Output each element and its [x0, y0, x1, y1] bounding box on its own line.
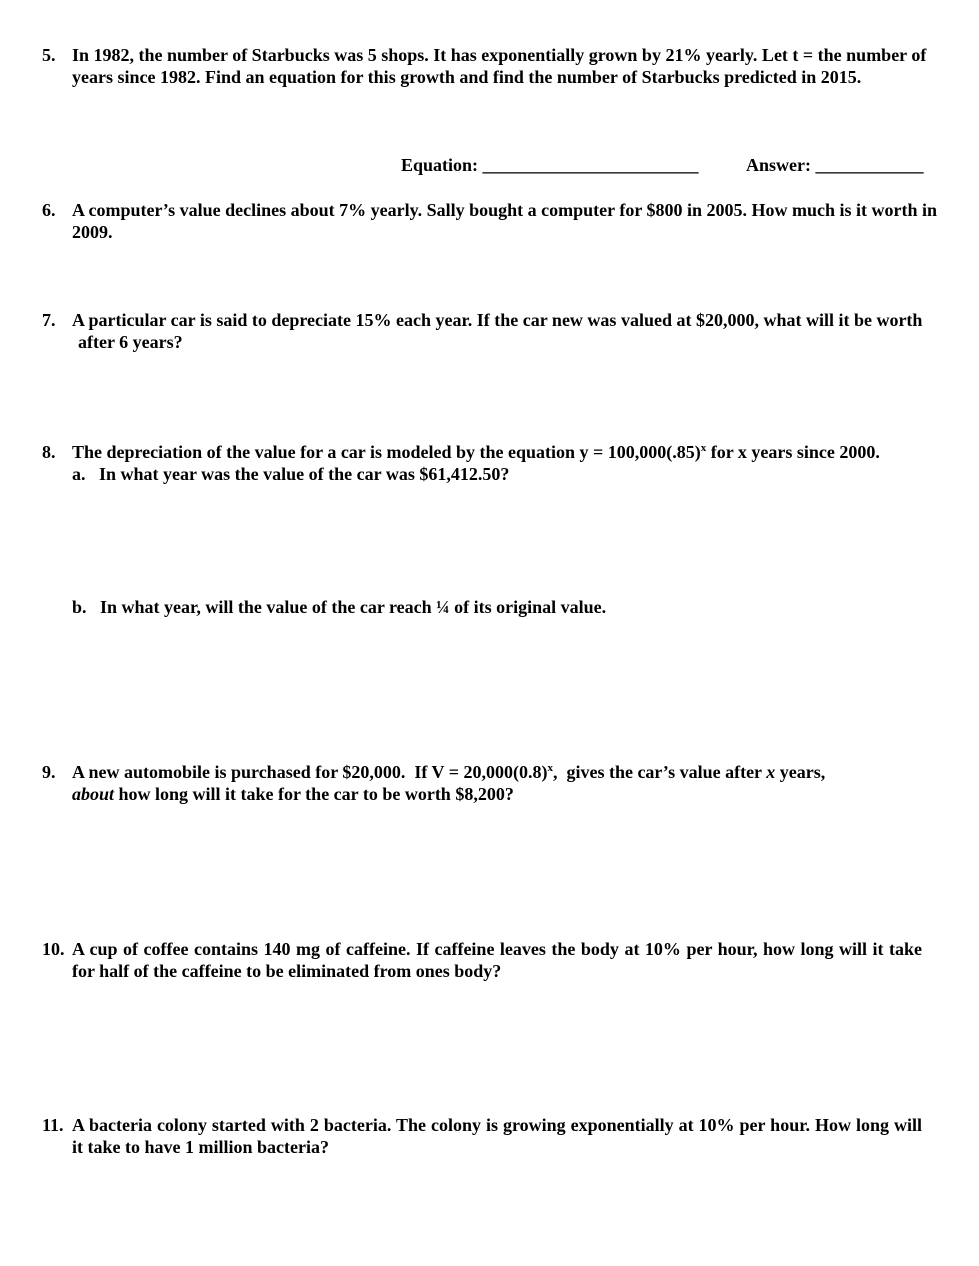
- question-text-line: [72, 761, 922, 783]
- question-text: In 1982, the number of Starbucks was 5 shops. It has exponentially grown by 21% yearly. Let t = the number of years since 1982. Find an equation for this growth and find the number of Starbucks predicted in 2015.: [72, 45, 927, 87]
- question-number: 6.: [42, 200, 56, 220]
- subquestion-text: In what year was the value of the car was $61,412.50?: [99, 464, 510, 484]
- question-5: [42, 44, 942, 88]
- subquestion-text: In what year, will the value of the car reach ¼ of its original value.: [100, 597, 607, 617]
- subquestion-a: [72, 463, 962, 485]
- question-text: A cup of coffee contains 140 mg of caffeine. If caffeine leaves the body at 10% per hour, how long will it take for half of the caffeine to be eliminated from ones body?: [72, 939, 922, 981]
- question-text: [72, 441, 962, 463]
- question-text: A computer’s value declines about 7% yearly. Sally bought a computer for $800 in 2005. How much is it worth in 2009.: [72, 200, 938, 242]
- question-7: [42, 309, 942, 353]
- question-10: [42, 938, 922, 982]
- text-segment: years,: [775, 762, 826, 782]
- question-number: 9.: [42, 762, 56, 782]
- question-number: 11.: [42, 1115, 64, 1135]
- question-number: 7.: [42, 310, 56, 330]
- question-8: [42, 441, 962, 485]
- subquestion-b: [72, 596, 606, 618]
- question-text-part: The depreciation of the value for a car is modeled by the equation y = 100,000(.85): [72, 442, 701, 462]
- question-number: 5.: [42, 45, 56, 65]
- subquestion-label: b.: [72, 597, 87, 617]
- question-text: A particular car is said to depreciate 15% each year. If the car new was valued at $20,000, what will it be worth after 6 years?: [72, 310, 923, 352]
- variable: x: [766, 762, 776, 782]
- equation-blank: Equation: ________________________: [401, 155, 699, 175]
- question-text-part: for x years since 2000.: [706, 442, 880, 462]
- question-text-part: [72, 761, 825, 783]
- text-segment: A new automobile is purchased for $20,000. If V = 20,000(0.8): [72, 762, 548, 782]
- exponent: x: [547, 762, 553, 774]
- question-number: 10.: [42, 939, 65, 959]
- question-text-line: [72, 783, 922, 805]
- answer-blank: Answer: ____________: [746, 155, 924, 175]
- text-segment: how long will it take for the car to be worth $8,200?: [114, 784, 514, 804]
- subquestion-label: a.: [72, 464, 86, 484]
- emphasis: about: [72, 784, 115, 804]
- question-number: 8.: [42, 442, 56, 462]
- question-text: A bacteria colony started with 2 bacteria. The colony is growing exponentially at 10% per hour. How long will it take to have 1 million bacteria?: [72, 1115, 922, 1157]
- question-9: [42, 761, 922, 805]
- question-6: [42, 199, 942, 243]
- question-11: [42, 1114, 922, 1158]
- text-segment: , gives the car’s value after: [552, 762, 767, 782]
- exponent: x: [700, 442, 707, 454]
